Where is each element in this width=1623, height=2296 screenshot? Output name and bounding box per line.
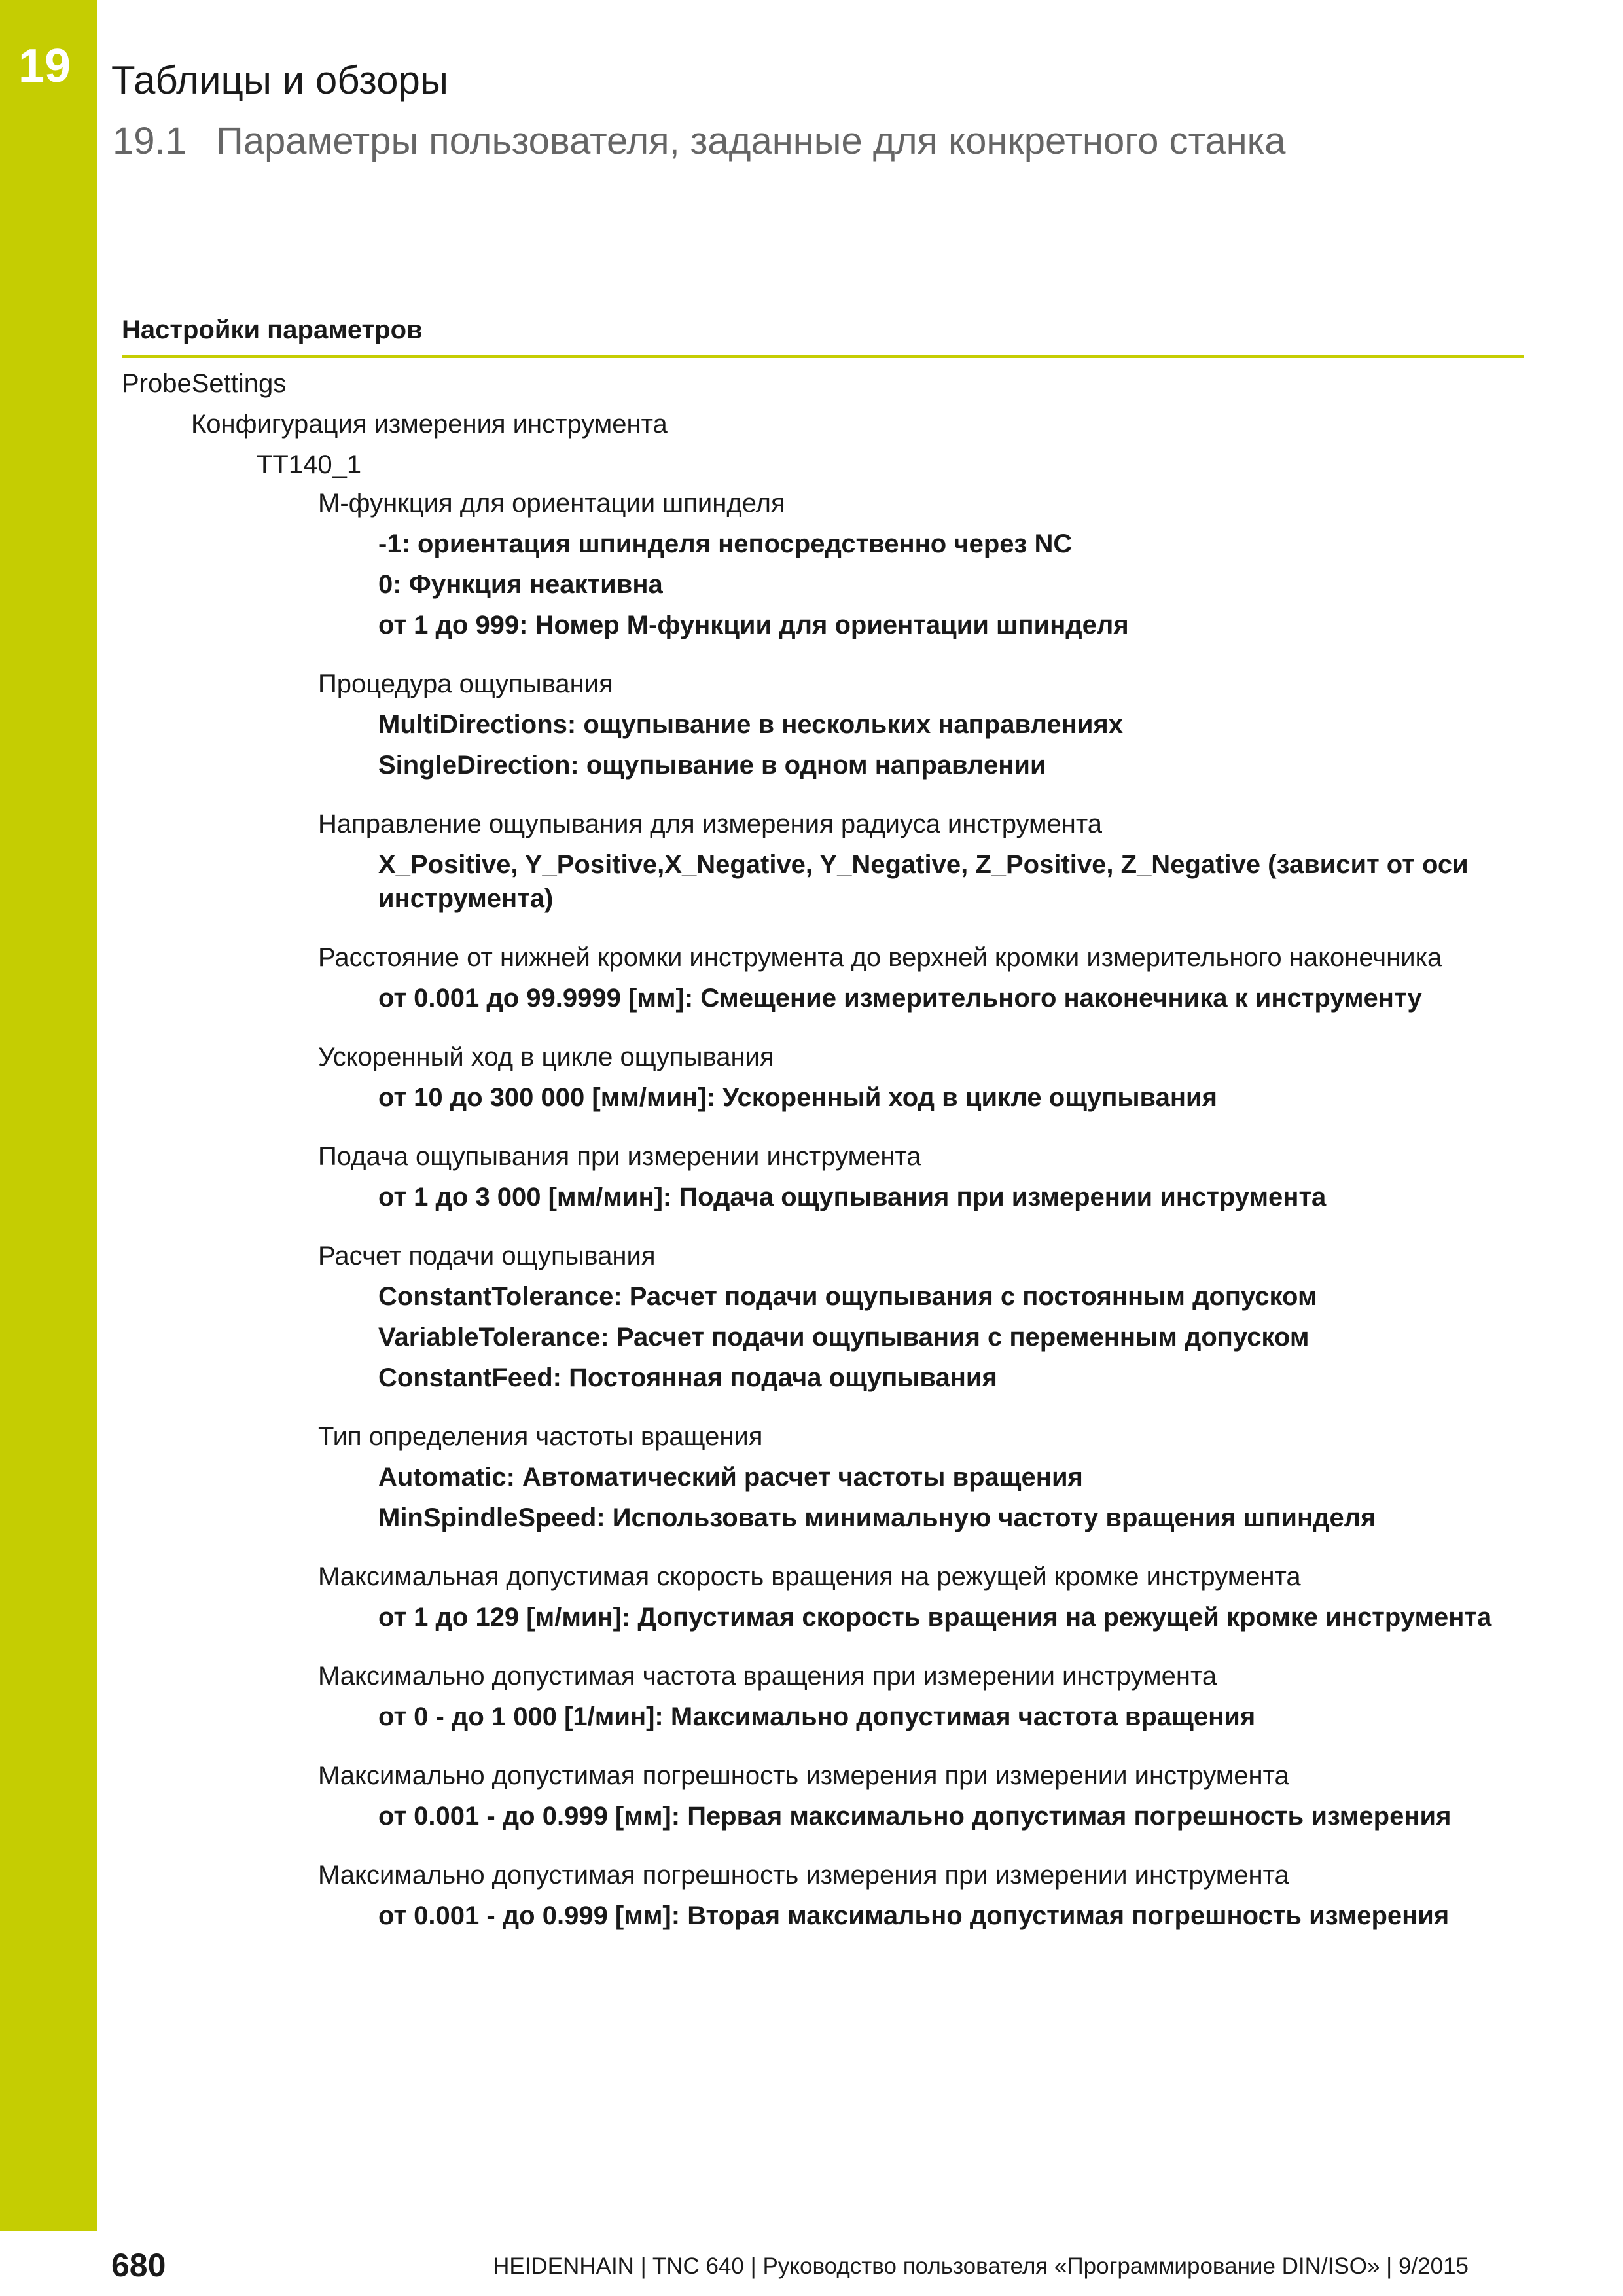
param-group [122,1420,1522,1535]
section-title [113,119,1286,163]
section-title-text: Параметры пользователя, заданные для конкретного станка [216,120,1286,162]
param-option: от 0 - до 1 000 [1/мин]: Максимально допустимая частота вращения [378,1702,1256,1731]
param-title: М-функция для ориентации шпинделя [318,489,785,518]
param-group [122,1040,1522,1115]
param-title: Тип определения частоты вращения [318,1422,763,1451]
param-group [122,1759,1522,1833]
param-group [122,1139,1522,1214]
param-group [122,941,1522,1015]
chapter-sidebar [0,0,97,2231]
parameter-groups [122,486,1522,1933]
parameter-tree [122,363,1522,1939]
param-option: от 1 до 3 000 [мм/мин]: Подача ощупывания при измерении инструмента [378,1183,1327,1211]
section-number: 19.1 [113,120,187,162]
param-option: MultiDirections: ощупывание в нескольких направлениях [378,710,1124,739]
param-option: от 1 до 129 [м/мин]: Допустимая скорость вращения на режущей кромке инструмента [378,1603,1492,1632]
chapter-title: Таблицы и обзоры [111,58,448,102]
param-title: Подача ощупывания при измерении инструмента [318,1142,921,1171]
footer-text: HEIDENHAIN | TNC 640 | Руководство пользователя «Программирование DIN/ISO» | 9/2015 [493,2253,1469,2279]
page-number: 680 [111,2247,166,2284]
param-group [122,1659,1522,1734]
param-title: Максимальная допустимая скорость вращения на режущей кромке инструмента [318,1562,1301,1591]
param-group [122,807,1522,916]
param-option: от 1 до 999: Номер М-функции для ориентации шпинделя [378,611,1129,639]
param-title: Расстояние от нижней кромки инструмента до верхней кромки измерительного наконечника [318,943,1442,972]
param-title: Максимально допустимая погрешность измерения при измерении инструмента [318,1761,1289,1790]
param-group [122,1560,1522,1634]
param-option: Automatic: Автоматический расчет частоты вращения [378,1463,1083,1492]
tree-level2: Конфигурация измерения инструмента [191,410,668,439]
param-title: Направление ощупывания для измерения радиуса инструмента [318,810,1102,838]
params-header: Настройки параметров [122,315,1524,358]
param-title: Процедура ощупывания [318,670,613,698]
param-option: 0: Функция неактивна [378,570,663,599]
tree-level3: TT140_1 [257,450,362,479]
param-title: Максимально допустимая погрешность измерения при измерении инструмента [318,1861,1289,1890]
tree-level1: ProbeSettings [122,369,287,398]
chapter-number: 19 [18,40,71,92]
param-option: ConstantFeed: Постоянная подача ощупывания [378,1363,997,1392]
param-option: от 0.001 - до 0.999 [мм]: Вторая максимально допустимая погрешность измерения [378,1901,1450,1930]
param-group [122,667,1522,782]
param-group [122,1858,1522,1933]
param-option: X_Positive, Y_Positive,X_Negative, Y_Negative, Z_Positive, Z_Negative (зависит от оси инструмента) [378,850,1469,913]
param-option: ConstantTolerance: Расчет подачи ощупывания с постоянным допуском [378,1282,1317,1311]
param-option: от 10 до 300 000 [мм/мин]: Ускоренный ход в цикле ощупывания [378,1083,1217,1112]
param-title: Расчет подачи ощупывания [318,1242,656,1270]
param-group [122,1239,1522,1395]
param-title: Максимально допустимая частота вращения при измерении инструмента [318,1662,1217,1691]
param-option: MinSpindleSpeed: Использовать минимальную частоту вращения шпинделя [378,1503,1376,1532]
param-option: от 0.001 до 99.9999 [мм]: Смещение измерительного наконечника к инструменту [378,984,1422,1013]
param-option: от 0.001 - до 0.999 [мм]: Первая максимально допустимая погрешность измерения [378,1802,1452,1831]
param-option: VariableTolerance: Расчет подачи ощупывания с переменным допуском [378,1323,1310,1352]
param-option: SingleDirection: ощупывание в одном направлении [378,751,1046,780]
param-option: -1: ориентация шпинделя непосредственно через NC [378,529,1073,558]
param-title: Ускоренный ход в цикле ощупывания [318,1043,774,1071]
param-group [122,486,1522,642]
